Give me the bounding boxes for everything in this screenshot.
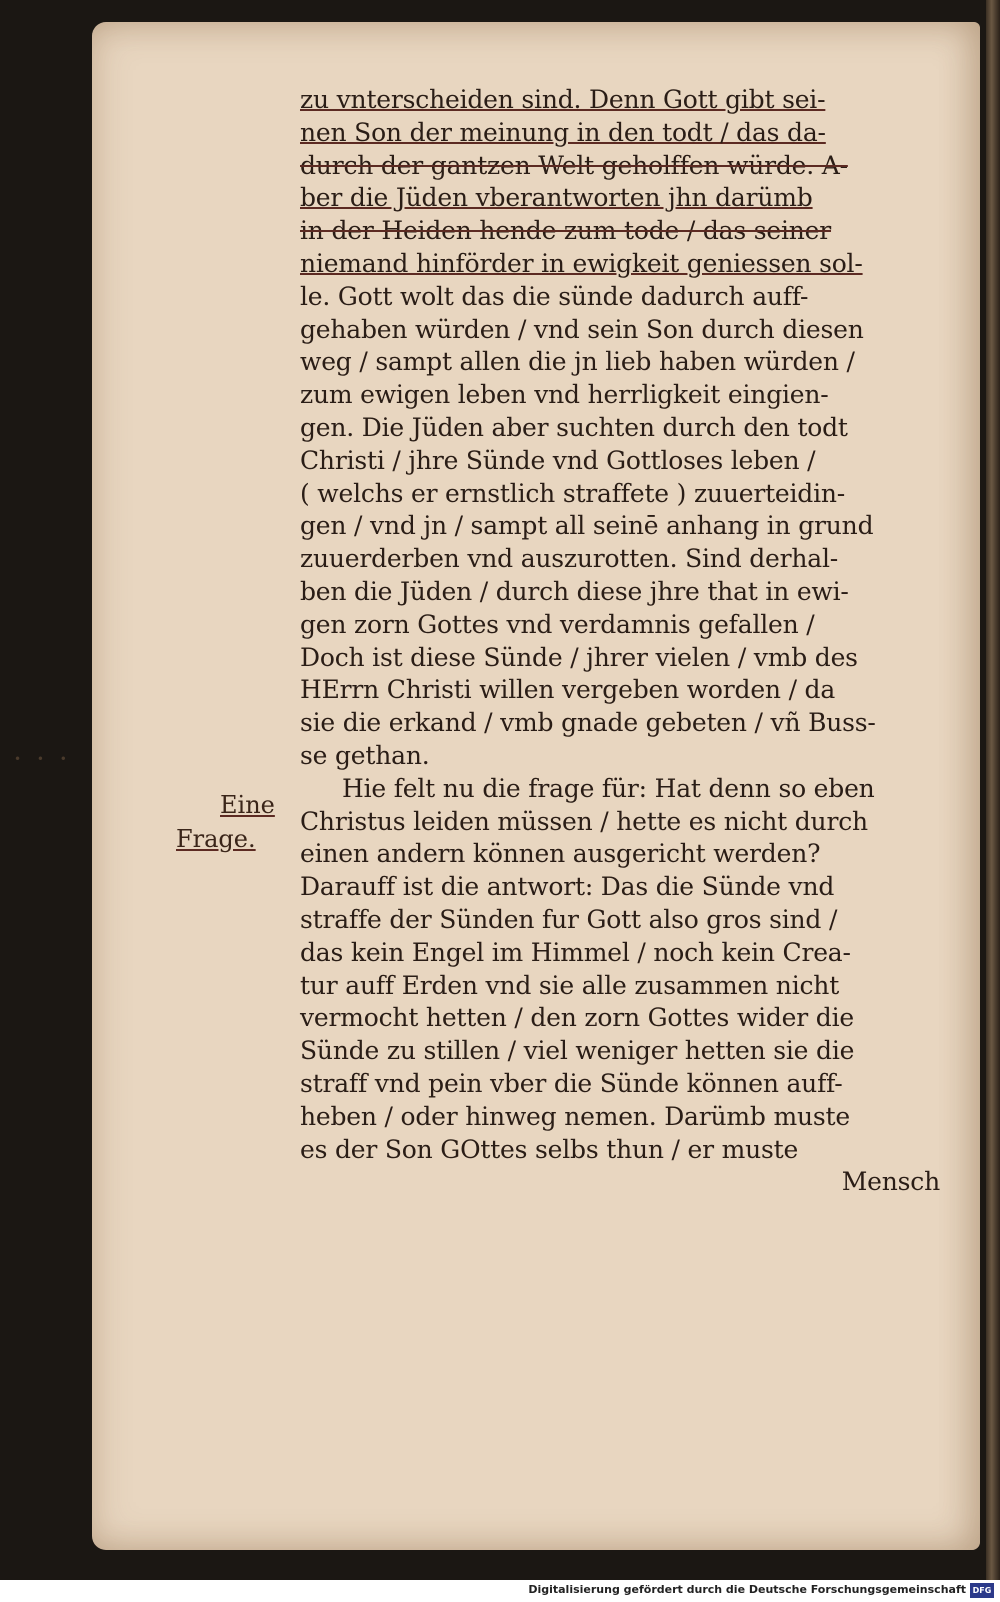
text-line: Darauff ist die antwort: Das die Sünde vnd — [300, 872, 835, 902]
footer-credit: Digitalisierung gefördert durch die Deutsche Forschungsgemeinschaft — [528, 1583, 966, 1596]
text-line: ( welchs er ernstlich straffete ) zuuerteidin- — [300, 478, 846, 508]
text-line: zum ewigen leben vnd herrligkeit eingien- — [300, 380, 829, 410]
text-line: ber die Jüden vberantworten jhn darümb — [300, 183, 813, 213]
text-line: einen andern können ausgericht werden? — [300, 839, 821, 869]
text-line: straffe der Sünden fur Gott also gros sind / — [300, 904, 838, 934]
marginal-note — [176, 788, 296, 856]
book-edge — [986, 0, 1000, 1580]
text-line: nen Son der meinung in den todt / das da- — [300, 117, 826, 147]
text-line: ben die Jüden / durch diese jhre that in ewi- — [300, 576, 849, 606]
text-line: Sünde zu stillen / viel weniger hetten sie die — [300, 1036, 855, 1066]
text-line: le. Gott wolt das die sünde dadurch auff- — [300, 281, 809, 311]
text-line: sie die erkand / vmb gnade gebeten / vñ Buss- — [300, 708, 876, 738]
footer-bar — [0, 1580, 1000, 1602]
text-line: tur auff Erden vnd sie alle zusammen nicht — [300, 970, 840, 1000]
text-line: straff vnd pein vber die Sünde können auff- — [300, 1068, 843, 1098]
text-line: das kein Engel im Himmel / noch kein Crea- — [300, 937, 851, 967]
text-line: HErrn Christi willen vergeben worden / da — [300, 675, 836, 705]
text-line: Christi / jhre Sünde vnd Gottloses leben / — [300, 445, 816, 475]
text-line: gen zorn Gottes vnd verdamnis gefallen / — [300, 609, 815, 639]
text-line: gehaben würden / vnd sein Son durch diesen — [300, 314, 864, 344]
catchword: Mensch — [841, 1167, 940, 1197]
text-line: zuuerderben vnd auszurotten. Sind derhal- — [300, 544, 839, 574]
text-line: weg / sampt allen die jn lieb haben würden / — [300, 347, 855, 377]
marginal-note-line: Frage. — [176, 825, 256, 853]
text-line: in der Heiden hende zum tode / das seiner — [300, 216, 832, 246]
text-line: zu vnterscheiden sind. Denn Gott gibt sei- — [300, 85, 826, 114]
dfg-logo: DFG — [970, 1583, 994, 1598]
body-text — [300, 84, 940, 1199]
text-line: Doch ist diese Sünde / jhrer vielen / vmb des — [300, 642, 858, 672]
text-line: Hie felt nu die frage für: Hat denn so eben — [342, 773, 875, 803]
text-line: heben / oder hinweg nemen. Darümb muste — [300, 1101, 850, 1131]
text-line: Christus leiden müssen / hette es nicht durch — [300, 806, 868, 836]
marginal-note-line: Eine — [220, 791, 275, 819]
text-line: gen / vnd jn / sampt all seinē anhang in grund — [300, 511, 874, 541]
text-line: niemand hinförder in ewigkeit geniessen sol- — [300, 248, 863, 278]
text-line: se gethan. — [300, 740, 430, 770]
text-line: durch der gantzen Welt geholffen würde. A- — [300, 150, 848, 180]
margin-dots: • • • — [14, 752, 73, 766]
text-line: es der Son GOttes selbs thun / er muste — [300, 1134, 799, 1164]
text-line: gen. Die Jüden aber suchten durch den todt — [300, 412, 848, 442]
text-line: vermocht hetten / den zorn Gottes wider die — [300, 1003, 854, 1033]
